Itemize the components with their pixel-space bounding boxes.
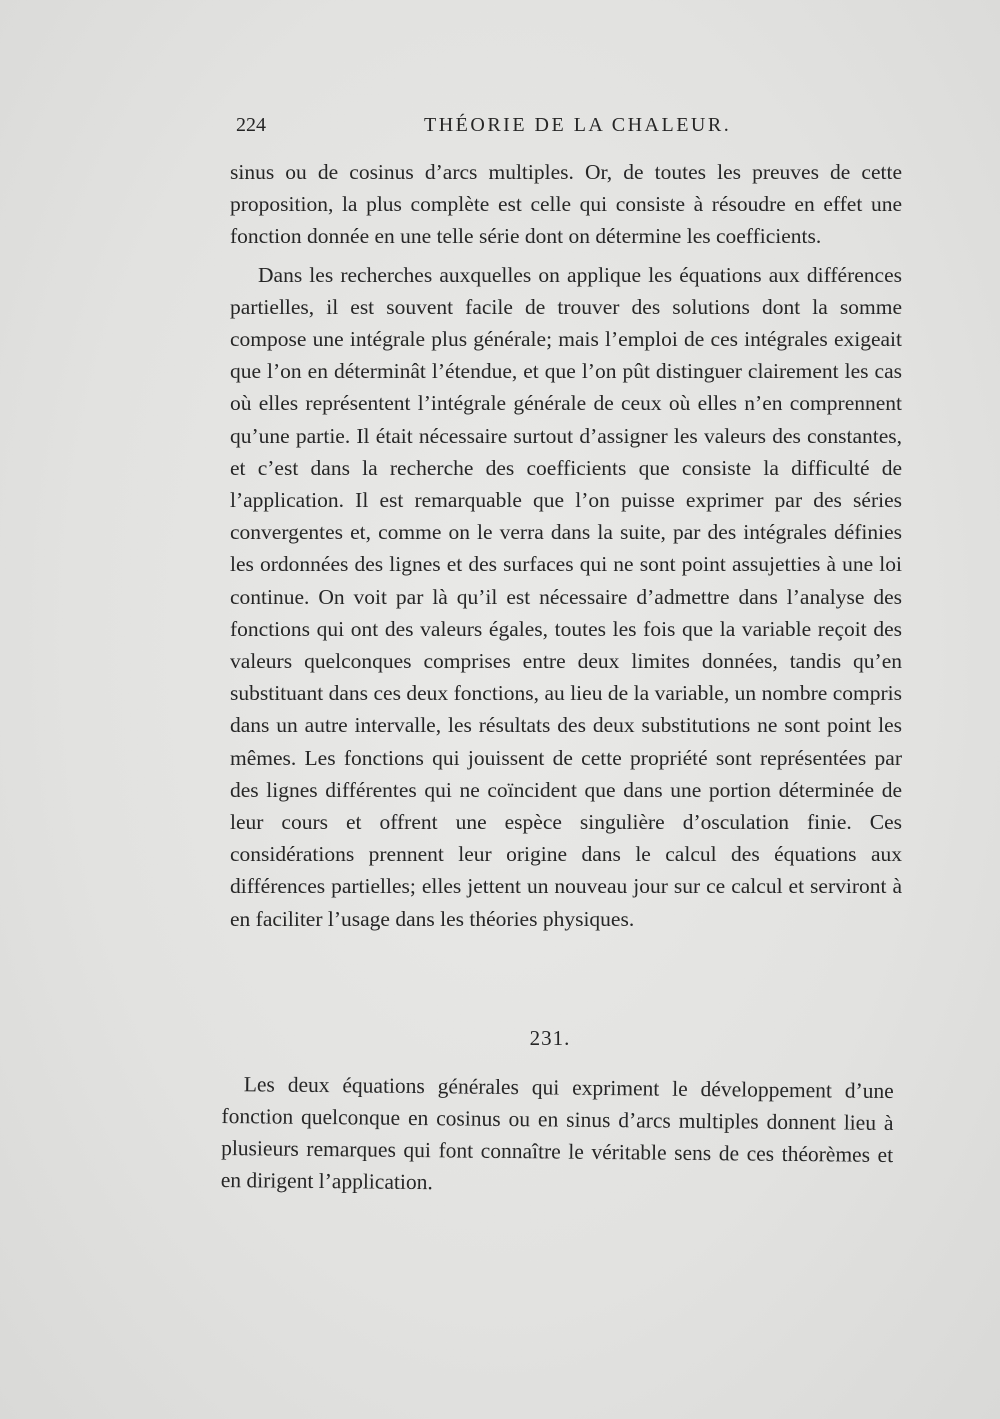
section-text [221,1068,894,1203]
page-number: 224 [236,114,266,136]
running-title: THÉORIE DE LA CHALEUR. [424,114,732,136]
paragraph: Dans les recherches auxquelles on applique les équations aux différences partielles, il est souvent facile de trouver des solutions dont la somme compose une intégrale plus générale; mais l’emploi de ces intégrales exigeait que l’on en déterminât l’étendue, et que l’on pût distinguer clairement les cas où elles représentent l’intégrale générale de ceux où elles n’en comprennent qu’une partie. Il était nécessaire surtout d’assigner les valeurs des constantes, et c’est dans la recherche des coefficients que consiste la difficulté de l’application. Il est remarquable que l’on puisse exprimer par des séries convergentes et, comme on le verra dans la suite, par des intégrales définies les ordonnées des lignes et des surfaces qui ne sont point assujetties à une loi continue. On voit par là qu’il est nécessaire d’admettre dans l’analyse des fonctions qui ont des valeurs égales, toutes les fois que la variable reçoit des valeurs quelconques comprises entre deux limites données, tandis qu’en substituant dans ces deux fonctions, au lieu de la variable, un nombre compris dans un autre intervalle, les résultats des deux substitutions ne sont point les mêmes. Les fonctions qui jouissent de cette propriété sont représentées par des lignes différentes qui ne coïncident que dans une portion déterminée de leur cours et offrent une espèce singulière d’osculation finie. Ces considérations prennent leur origine dans le calcul des équations aux différences partielles; elles jettent un nouveau jour sur ce calcul et serviront à en faciliter l’usage dans les théories physiques. [230,262,902,931]
paragraph-continuation: sinus ou de cosinus d’arcs multiples. Or, de toutes les preuves de cette proposition, la plus complète est celle qui consiste à résoudre en effet une fonction donnée en une telle série dont on détermine les coefficients. [230,160,902,249]
body-text [230,156,902,935]
section-number: 231. [529,1026,571,1050]
running-head [236,114,896,144]
section-paragraph: Les deux équations générales qui expriment le développement d’une fonction quelconque en cosinus ou en sinus d’arcs multiples donnent lieu à plusieurs remarques qui font connaître le véritable sens de ces théorèmes et en dirigent l’application. [220,1072,894,1195]
